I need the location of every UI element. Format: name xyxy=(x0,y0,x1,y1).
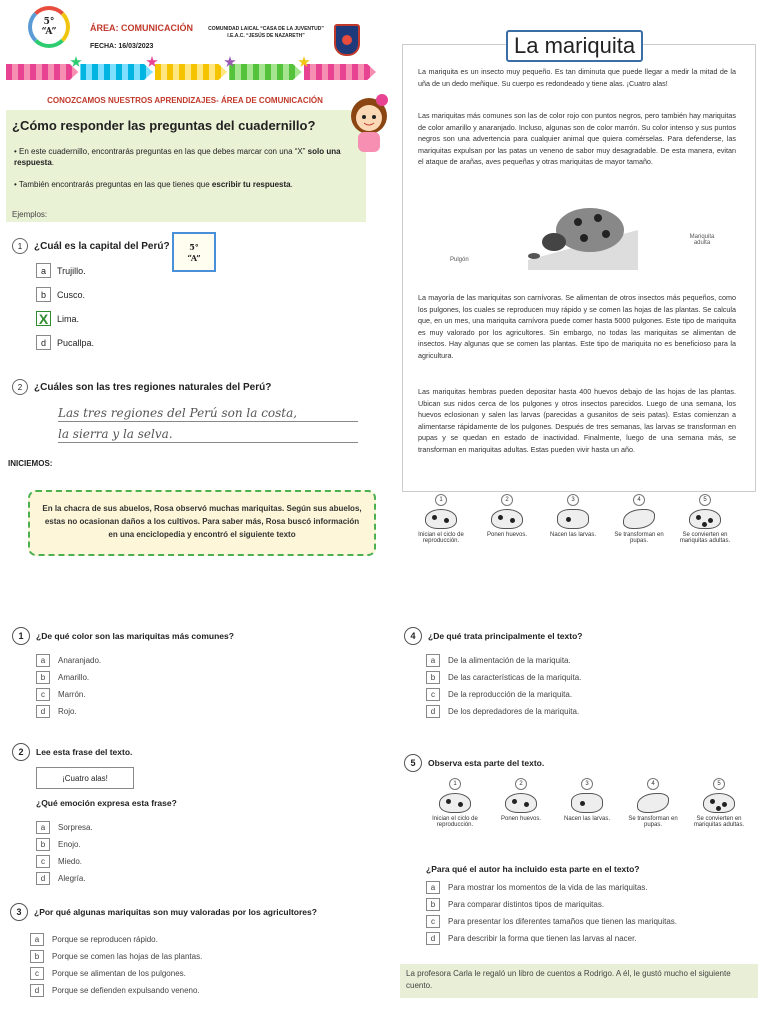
q3-option-d[interactable] xyxy=(30,984,202,997)
question-number: 2 xyxy=(12,379,28,395)
q5-lifecycle-diagram xyxy=(424,778,750,828)
article-paragraph-4: Las mariquitas hembras pueden depositar hasta 400 huevos debajo de las hojas de las plantas. Ubican sus nidos cerca de los pulgones y otros insectos parecidos. Luego de una semana, los huevos eclosionan y salen las larvas (parecidas a gusanitos de seis patas). Estas comienzan a alimentarse rápidamente de los pulgones. Después de tres semanas, las larvas se transforman en pupas y se quedan en estado de inactividad. Finalmente, luego de una semana más, se transforman en mariquitas adultas. Estas pueden vivir hasta un año. xyxy=(418,387,736,454)
stage-text: Nacen las larvas. xyxy=(563,816,611,822)
option-letter: d xyxy=(30,984,44,997)
q2-text: Lee esta frase del texto. xyxy=(36,747,133,757)
answer-line-2: la sierra y la selva. xyxy=(58,427,358,443)
option-text: De las características de la mariquita. xyxy=(448,673,582,682)
ladybug-photo xyxy=(528,200,638,270)
q5-option-a[interactable] xyxy=(426,881,677,894)
lifecycle-stage-4 xyxy=(608,494,670,544)
pencil-banner xyxy=(6,62,376,82)
school-name xyxy=(196,26,336,40)
option-letter: a xyxy=(426,881,440,894)
grade-badge xyxy=(28,6,70,48)
bullet-1-text: En este cuadernillo, encontrarás preguntas en las que debes marcar con una “X” xyxy=(19,147,306,156)
article-title: La mariquita xyxy=(506,30,643,62)
example-1-question: ¿Cuál es la capital del Perú? xyxy=(34,240,170,252)
stage-text: Ponen huevos. xyxy=(486,532,528,538)
q4-option-b[interactable] xyxy=(426,671,581,684)
ladybug-icon xyxy=(703,793,735,813)
question-number: 4 xyxy=(404,627,422,645)
q1-text: ¿De qué color son las mariquitas más comunes? xyxy=(36,631,234,641)
label-aphid: Pulgón xyxy=(450,257,469,263)
option-text: Enojo. xyxy=(58,840,81,849)
stage-number: 5 xyxy=(699,494,711,506)
check-mark-icon: X xyxy=(36,311,51,326)
q5-text: Observa esta parte del texto. xyxy=(428,758,545,768)
q1-option-c[interactable] xyxy=(36,688,101,701)
option-letter: a xyxy=(36,263,51,278)
grade-text: 5° xyxy=(43,17,55,27)
q2-option-b[interactable] xyxy=(36,838,93,851)
q5-option-c[interactable] xyxy=(426,915,677,928)
pencil-icon xyxy=(155,64,227,80)
question-number: 1 xyxy=(12,238,28,254)
q2-option-a[interactable] xyxy=(36,821,93,834)
option-text: Amarillo. xyxy=(58,673,90,682)
stage-number: 4 xyxy=(633,494,645,506)
stage-number: 1 xyxy=(449,778,461,790)
stage-number: 2 xyxy=(501,494,513,506)
stage-number: 3 xyxy=(581,778,593,790)
q4-options xyxy=(426,654,581,718)
option-letter: b xyxy=(36,838,50,851)
option-c-checked[interactable] xyxy=(36,311,94,326)
pupa-icon xyxy=(623,509,655,529)
stage-text: Ponen huevos. xyxy=(500,816,542,822)
q4-text: ¿De qué trata principalmente el texto? xyxy=(428,631,583,641)
q4-option-d[interactable] xyxy=(426,705,581,718)
option-letter: d xyxy=(426,705,440,718)
lifecycle-stage-3 xyxy=(556,778,618,828)
ladybug-eggs-icon xyxy=(505,793,537,813)
option-text: Para presentar los diferentes tamaños que tienen las mariquitas. xyxy=(448,917,678,926)
ladybug-eggs-icon xyxy=(491,509,523,529)
option-text: Para describir la forma que tienen las larvas al nacer. xyxy=(448,934,637,943)
bullet-1-bold: solo una respuesta xyxy=(14,147,341,167)
pencil-icon xyxy=(80,64,152,80)
q5-option-d[interactable] xyxy=(426,932,677,945)
grade-cube xyxy=(172,232,216,272)
pencil-icon xyxy=(6,64,78,80)
stage-number: 5 xyxy=(713,778,725,790)
stage-number: 1 xyxy=(435,494,447,506)
bullet-2-text: También encontrarás preguntas en las que tienes que xyxy=(18,180,210,189)
lifecycle-stage-1 xyxy=(410,494,472,544)
q2-header xyxy=(12,743,132,761)
option-text: Sorpresa. xyxy=(58,823,93,832)
option-letter: a xyxy=(426,654,440,667)
stage-text: Nacen las larvas. xyxy=(549,532,597,538)
q2-option-c[interactable] xyxy=(36,855,93,868)
banner-title: CONOZCAMOS NUESTROS APRENDIZAJES- ÁREA DE COMUNICACIÓN xyxy=(47,96,323,105)
girl-illustration xyxy=(344,90,394,154)
ladybug-icon xyxy=(425,509,457,529)
article-paragraph-1: La mariquita es un insecto muy pequeño. Es tan diminuta que puede llegar a medir la mitad de la uña de un dedo meñique. Su cuerpo es redondeado y tiene alas. ¡Cuatro alas! xyxy=(418,67,736,88)
cube-grade: 5° xyxy=(189,242,199,252)
q2-option-d[interactable] xyxy=(36,872,93,885)
option-letter: b xyxy=(30,950,44,963)
option-letter: c xyxy=(30,967,44,980)
quote-box: ¡Cuatro alas! xyxy=(36,767,134,789)
question-number: 3 xyxy=(10,903,28,921)
option-text: Cusco. xyxy=(57,289,86,300)
option-text: Anaranjado. xyxy=(58,656,102,665)
option-text: Trujillo. xyxy=(57,265,86,276)
option-letter: c xyxy=(36,855,50,868)
q4-option-c[interactable] xyxy=(426,688,581,701)
example-1-options xyxy=(36,263,94,350)
stage-text: Se transforman en pupas. xyxy=(628,816,678,828)
option-letter: d xyxy=(426,932,440,945)
ladybug-icon xyxy=(689,509,721,529)
instructions-title: ¿Cómo responder las preguntas del cuadernillo? xyxy=(12,118,316,133)
label-adult: Mariquita adulta xyxy=(689,234,715,246)
question-number: 5 xyxy=(404,754,422,772)
question-number: 2 xyxy=(12,743,30,761)
option-text: De los depredadores de la mariquita. xyxy=(448,707,580,716)
answer-line-1: Las tres regiones del Perú son la costa, xyxy=(58,406,358,422)
ladybug-icon xyxy=(439,793,471,813)
option-text: De la alimentación de la mariquita. xyxy=(448,656,571,665)
q5-header xyxy=(404,754,544,772)
q2-options xyxy=(36,821,93,885)
option-letter: c xyxy=(36,688,50,701)
stage-text: Se convierten en mariquitas adultas. xyxy=(693,816,745,828)
option-text: Miedo. xyxy=(58,857,83,866)
stage-number: 2 xyxy=(515,778,527,790)
school-line-1: COMUNIDAD LAICAL “CASA DE LA JUVENTUD” xyxy=(208,26,324,32)
q1-options xyxy=(36,654,101,718)
option-text: Pucallpa. xyxy=(57,337,95,348)
example-2-header xyxy=(12,379,271,395)
area-label: ÁREA: COMUNICACIÓN xyxy=(90,23,193,33)
lifecycle-diagram xyxy=(410,494,736,544)
article-paragraph-3: La mayoría de las mariquitas son carnívoras. Se alimentan de otros insectos más pequeños, como los pulgones, los cuales se reproducen muy rápido y se comen las hojas de las plantas. Se calcula que, en un mes, una mariquita carnívora puede comer hasta 5000 pulgones. Este tipo de mariquita es muy valorado por los agricultores. Sin embargo, no todas las mariquitas se alimentan de insectos. Hay algunas que se comen las plantas. Este tipo de mariquita no es beneficioso para la agricultura. xyxy=(418,293,736,360)
lifecycle-stage-5 xyxy=(688,778,750,828)
lifecycle-stage-2 xyxy=(476,494,538,544)
lifecycle-stage-3 xyxy=(542,494,604,544)
section-text: “A” xyxy=(41,27,57,37)
option-text: Porque se reproducen rápido. xyxy=(52,935,158,944)
option-letter: b xyxy=(426,671,440,684)
option-text: Para comparar distintos tipos de mariquitas. xyxy=(448,900,605,909)
stage-number: 4 xyxy=(647,778,659,790)
lifecycle-stage-4 xyxy=(622,778,684,828)
stage-text: Se transforman en pupas. xyxy=(614,532,664,544)
pencil-icon xyxy=(304,64,376,80)
option-text: Marrón. xyxy=(58,690,86,699)
bullet-2-bold: escribir tu respuesta xyxy=(211,180,291,189)
stage-text: Inician el ciclo de reproducción. xyxy=(432,816,478,828)
option-letter: b xyxy=(36,287,51,302)
option-text: Porque se alimentan de los pulgones. xyxy=(52,969,186,978)
q1-header xyxy=(12,627,234,645)
option-letter: a xyxy=(30,933,44,946)
example-1-header xyxy=(12,238,170,254)
article-paragraph-2: Las mariquitas más comunes son las de color rojo con puntos negros, pero también hay mariquitas de color amarillo y anaranjado. Incluso, algunas son de color marrón. Su color intenso y sus puntos negros son una advertencia para cualquier animal que quiera comérselas. Para defenderse, las mariquitas expulsan por las patas un veneno de sabor muy desagradable. De esta manera, evitan el ataque de arañas, aves pequeñas y otras mariquitas de mayor tamaño. xyxy=(418,111,736,167)
example-2-question: ¿Cuáles son las tres regiones naturales del Perú? xyxy=(34,381,272,393)
next-story-intro: La profesora Carla le regaló un libro de cuentos a Rodrigo. A él, le gustó mucho el siguiente cuento. xyxy=(400,964,758,998)
story-box: En la chacra de sus abuelos, Rosa observó muchas mariquitas. Según sus abuelos, estas no ocasionan daños a los cultivos. Para saber más, Rosa buscó información en una enciclopedia y encontró el siguiente texto xyxy=(28,490,376,556)
option-letter: a xyxy=(36,654,50,667)
start-label: INICIEMOS: xyxy=(8,459,53,468)
q3-options xyxy=(30,933,202,997)
q5-option-b[interactable] xyxy=(426,898,677,911)
pencil-icon xyxy=(229,64,301,80)
q2-subquestion: ¿Qué emoción expresa esta frase? xyxy=(36,798,177,808)
q3-option-b[interactable] xyxy=(30,950,202,963)
option-b[interactable] xyxy=(36,287,94,302)
q3-header xyxy=(10,903,317,921)
lifecycle-stage-5 xyxy=(674,494,736,544)
stage-number: 3 xyxy=(567,494,579,506)
option-text: Lima. xyxy=(57,313,80,324)
q4-header xyxy=(404,627,582,645)
option-letter: d xyxy=(36,705,50,718)
q5-subquestion: ¿Para qué el autor ha incluido esta parte en el texto? xyxy=(426,864,640,874)
option-letter: c xyxy=(426,915,440,928)
instruction-bullet-1: • En este cuadernillo, encontrarás preguntas en las que debes marcar con una “X” solo una respuesta. xyxy=(14,147,341,167)
larva-icon xyxy=(571,793,603,813)
larva-icon xyxy=(557,509,589,529)
cube-section: “A” xyxy=(187,253,201,263)
instruction-bullet-2: • También encontrarás preguntas en las que tienes que escribir tu respuesta. xyxy=(14,180,293,189)
q3-text: ¿Por qué algunas mariquitas son muy valoradas por los agricultores? xyxy=(34,907,317,917)
question-number: 1 xyxy=(12,627,30,645)
option-text: Porque se defienden expulsando veneno. xyxy=(52,986,200,995)
q4-option-a[interactable] xyxy=(426,654,581,667)
examples-label: Ejemplos: xyxy=(12,210,48,219)
option-letter: b xyxy=(36,671,50,684)
q1-option-d[interactable] xyxy=(36,705,101,718)
option-letter: a xyxy=(36,821,50,834)
option-d[interactable] xyxy=(36,335,94,350)
date-label: FECHA: 16/03/2023 xyxy=(90,43,154,50)
lifecycle-stage-2 xyxy=(490,778,552,828)
q1-option-a[interactable] xyxy=(36,654,101,667)
option-text: Alegría. xyxy=(58,874,86,883)
option-letter: b xyxy=(426,898,440,911)
option-letter: c xyxy=(426,688,440,701)
q3-option-a[interactable] xyxy=(30,933,202,946)
school-line-2: I.E.A.C. “JESÚS DE NAZARETH” xyxy=(227,33,305,39)
q3-option-c[interactable] xyxy=(30,967,202,980)
option-letter: d xyxy=(36,872,50,885)
lifecycle-stage-1 xyxy=(424,778,486,828)
option-a[interactable] xyxy=(36,263,94,278)
option-text: Rojo. xyxy=(58,707,77,716)
q1-option-b[interactable] xyxy=(36,671,101,684)
q5-options xyxy=(426,881,677,945)
stage-text: Inician el ciclo de reproducción. xyxy=(418,532,464,544)
option-text: Para mostrar los momentos de la vida de las mariquitas. xyxy=(448,883,648,892)
stage-text: Se convierten en mariquitas adultas. xyxy=(679,532,731,544)
option-letter: d xyxy=(36,335,51,350)
option-text: De la reproducción de la mariquita. xyxy=(448,690,573,699)
school-shield-logo xyxy=(334,24,360,56)
option-text: Porque se comen las hojas de las plantas. xyxy=(52,952,203,961)
pupa-icon xyxy=(637,793,669,813)
